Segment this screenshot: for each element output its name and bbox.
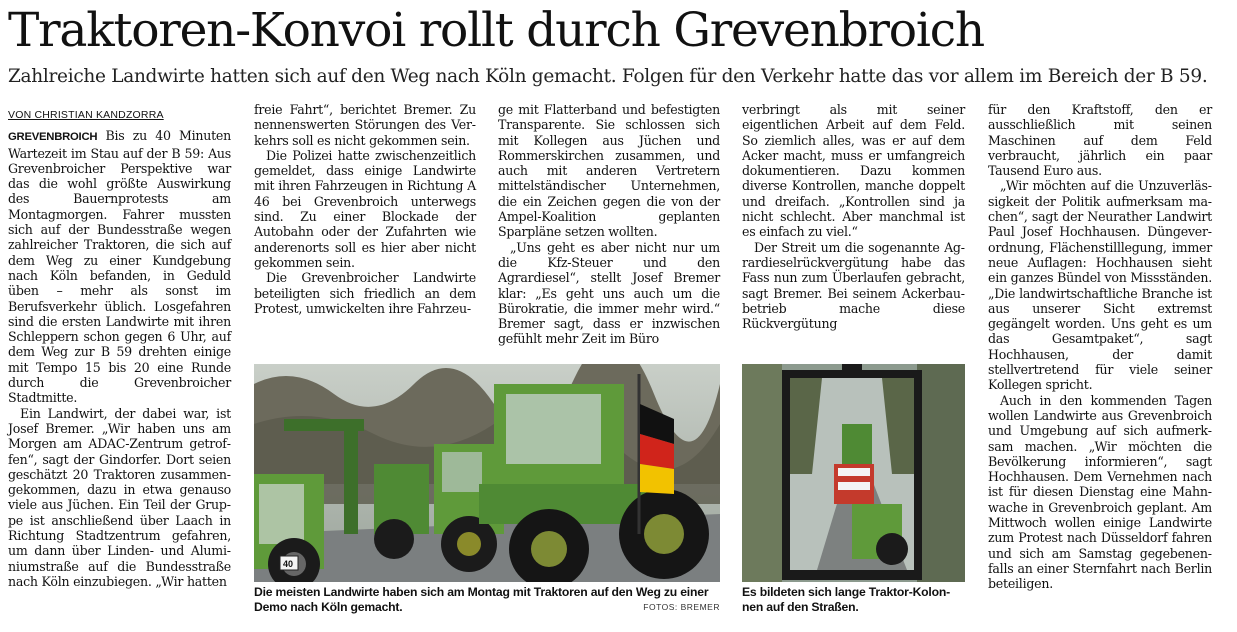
- subheadline: Zahlreiche Landwirte hatten sich auf den Weg nach Köln gemacht. Folgen für den Verkehr hatte das vor allem im Bereich der B 59.: [8, 66, 1208, 87]
- byline: VON CHRISTIAN KANDZORRA: [8, 109, 164, 121]
- paragraph: Ein Landwirt, der dabei war, ist Josef Bremer. „Wir haben uns am Morgen am ADAC-Zentrum getroffen“, sagt der Gindorfer. Dort seien geschätzt 20 Traktoren zusammengekommen, dazu in etwa genauso viele aus Jüchen. Ein Teil der Gruppe ist anschließend über Laach in Richtung Stadtzentrum gefahren, um dann über Linden- und Aluminiumstraße auf die Bundesstraße nach Köln einzubiegen. „Wir hatten: [8, 405, 231, 589]
- paragraph-text: Bis zu 40 Minuten Wartezeit im Stau auf der B 59: Aus Grevenbroicher Perspektive war das die wohl größte Auswirkung des Bauernprotests am Montagmorgen. Fahrer mussten sich auf der Bundesstraße wegen zahlreicher Traktoren, die sich auf dem Weg zu einer Kundgebung nach Köln befanden, in Geduld üben – mehr als sonst im Berufsverkehr üblich. Losgefahren sind die ersten Landwirte mit ihren Schleppern schon gegen 6 Uhr, auf dem Weg zur B 59 drehten einige mit Tempo 15 bis 20 eine Runde durch die Grevenbroicher Stadtmitte.: [8, 128, 231, 406]
- article-column-1: [8, 104, 231, 589]
- paragraph: Die Grevenbroicher Landwirte beteiligten sich friedlich an dem Protest, umwickelten ihre Fahrzeu-: [254, 270, 476, 316]
- paragraph: „Uns geht es aber nicht nur um die Kfz-Steuer und den Agrardiesel“, stellt Josef Bremer klar: „Es geht uns auch um die Bürokratie, die immer mehr wird.“ Bremer sagt, dass er inzwischen gefühlt mehr Zeit im Büro: [498, 239, 720, 347]
- plate-number: 40: [283, 559, 294, 569]
- tractor-convoy-illustration: [254, 364, 720, 582]
- tractor-convoy-photo: [254, 364, 720, 582]
- paragraph: Der Streit um die sogenannte Agrardieselrückvergütung habe das Fass nun zum Überlaufen gebracht, sagt Bremer. Bei seinem Ackerbaubetrieb mache diese Rückvergütung: [742, 239, 965, 332]
- paragraph: für den Kraftstoff, den er ausschließlich mit seinen Maschinen auf dem Feld verbraucht, jährlich ein paar Tausend Euro aus.: [988, 102, 1212, 179]
- paragraph: „Wir möchten auf die Unzuverlässigkeit der Politik aufmerksam machen“, sagt der Neurather Landwirt Paul Josef Hochhausen. Düngeverordnung, Flächenstilllegung, immer neue Auflagen: Hochhausen sieht ein ganzes Bündel von Missständen. „Die landwirtschaftliche Branche ist aus unserer Sicht extremst gegängelt worden. Uns geht es um das Gesamtpaket“, sagt Hochhausen, der damit stellvertretend für viele seiner Kollegen spricht.: [988, 178, 1212, 393]
- article-column-4: [742, 102, 965, 331]
- dateline: GREVENBROICH: [8, 131, 98, 144]
- photo-caption-1: Die meisten Landwirte haben sich am Montag mit Traktoren auf den Weg zu einer Demo nach Köln gemacht.: [254, 585, 709, 614]
- paragraph: verbringt als mit seiner eigentlichen Arbeit auf dem Feld. So ziemlich alles, was er auf dem Acker macht, muss er umfangreich dokumentieren. Dazu kommen diverse Kontrollen, manche doppelt und dreifach. „Kontrollen sind ja nicht schlecht. Aber manchmal ist es einfach zu viel.“: [742, 102, 965, 240]
- photo-credit: FOTOS: BREMER: [643, 602, 720, 612]
- paragraph: Auch in den kommenden Tagen wollen Landwirte aus Grevenbroich und Umgebung auf sich aufmerksam machen. „Wir möchten die Bevölkerung informieren“, sagt Hochhausen. Dem Vernehmen nach ist für diesen Dienstag eine Mahnwache in Grevenbroich geplant. Am Mittwoch wollen einige Landwirte zum Protest nach Düsseldorf fahren und sich am Samstag gegebenenfalls an einer Sternfahrt nach Berlin beteiligen.: [988, 392, 1212, 592]
- paragraph: freie Fahrt“, berichtet Bremer. Zu nennenswerten Störungen des Verkehrs soll es nicht gekommen sein.: [254, 102, 476, 148]
- paragraph: [8, 128, 231, 405]
- paragraph: ge mit Flatterband und befestigten Transparente. Sie schlossen sich mit Kollegen aus Jüchen und Rommerskirchen zusammen, und auch mit anderen Vertretern mittelständischer Unternehmen, die ein Zeichen gegen die von der Ampel-Koalition geplanten Sparpläne setzen wollten.: [498, 102, 720, 240]
- paragraph: Die Polizei hatte zwischenzeitlich gemeldet, dass einige Landwirte mit ihren Fahrzeugen in Richtung A 46 bei Grevenbroich unterwegs sind. Zu einer Blockade der Autobahn oder der Zufahrten wie anderenorts soll es hier aber nicht gekommen sein.: [254, 147, 476, 270]
- article-column-2: [254, 102, 476, 316]
- article-column-3: [498, 102, 720, 347]
- photo-caption-2: Es bildeten sich lange Traktor-Kolonnen auf den Straßen.: [742, 585, 951, 614]
- article-column-5: [988, 102, 1212, 592]
- mirror-view-illustration: [742, 364, 965, 582]
- mirror-convoy-photo: [742, 364, 965, 582]
- headline: Traktoren-Konvoi rollt durch Grevenbroich: [8, 3, 984, 58]
